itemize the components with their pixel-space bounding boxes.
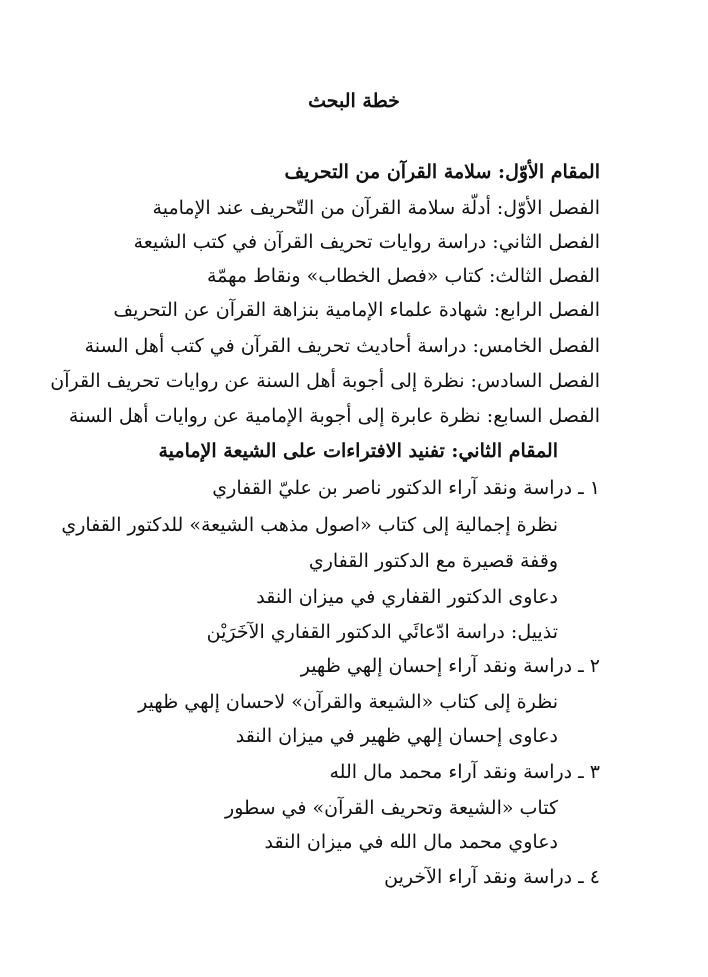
maqam-2-heading: المقام الثاني: تفنيد الافتراءات على الشيعة الإمامية <box>158 440 558 462</box>
section-1-sub-d: تذييل: دراسة ادّعائَي الدكتور القفاري الآخَرَيْن <box>206 621 558 643</box>
chapter-1: الفصل الأوّل: أدلّة سلامة القرآن من التّحريف عند الإمامية <box>152 197 600 219</box>
chapter-6: الفصل السادس: نظرة إلى أجوبة أهل السنة عن روايات تحريف القرآن <box>50 370 600 392</box>
section-3-sub-a: كتاب «الشيعة وتحريف القرآن» في سطور <box>225 797 558 819</box>
section-4: ٤ ـ دراسة ونقد آراء الآخرين <box>384 866 600 888</box>
section-1: ١ ـ دراسة ونقد آراء الدكتور ناصر بن عليّ القفاري <box>212 477 600 499</box>
section-2: ٢ ـ دراسة ونقد آراء إحسان إلهي ظهير <box>300 655 600 677</box>
maqam-1-heading: المقام الأوّل: سلامة القرآن من التحريف <box>284 161 600 183</box>
chapter-3: الفصل الثالث: كتاب «فصل الخطاب» ونقاط مهمّة <box>206 265 600 287</box>
section-1-sub-b: وقفة قصيرة مع الدكتور القفاري <box>308 550 558 572</box>
section-3: ٣ ـ دراسة ونقد آراء محمد مال الله <box>329 761 600 783</box>
chapter-4: الفصل الرابع: شهادة علماء الإمامية بنزاهة القرآن عن التحريف <box>113 299 600 321</box>
section-1-sub-a: نظرة إجمالية إلى كتاب «اصول مذهب الشيعة» للدكتور القفاري <box>61 514 558 536</box>
section-3-sub-b: دعاوي محمد مال الله في ميزان النقد <box>264 831 558 853</box>
section-2-sub-b: دعاوى إحسان إلهي ظهير في ميزان النقد <box>235 725 558 747</box>
chapter-2: الفصل الثاني: دراسة روايات تحريف القرآن في كتب الشيعة <box>133 231 600 253</box>
chapter-5: الفصل الخامس: دراسة أحاديث تحريف القرآن في كتب أهل السنة <box>84 335 600 357</box>
page-title: خطة البحث <box>308 90 400 112</box>
section-1-sub-c: دعاوى الدكتور القفاري في ميزان النقد <box>256 586 558 608</box>
chapter-7: الفصل السابع: نظرة عابرة إلى أجوبة الإمامية عن روايات أهل السنة <box>68 405 600 427</box>
section-2-sub-a: نظرة إلى كتاب «الشيعة والقرآن» لاحسان إلهي ظهير <box>138 691 558 713</box>
